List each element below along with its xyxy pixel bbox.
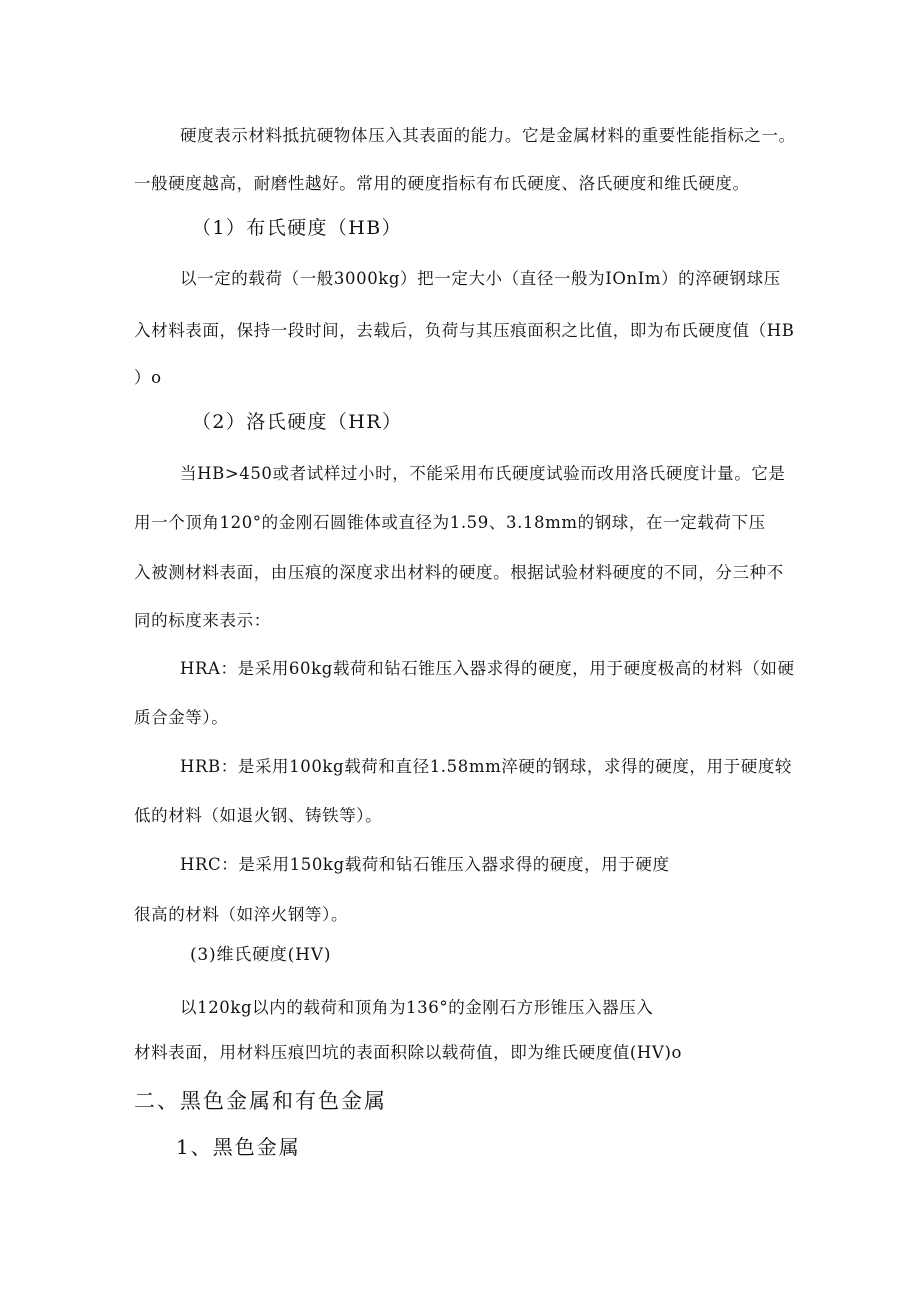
hrc-line-2: 很高的材料（如淬火钢等）。	[134, 905, 349, 924]
hra-line-1: HRA：是采用60kg载荷和钻石锥压入器求得的硬度，用于硬度极高的材料（如硬	[180, 659, 795, 678]
rockwell-paragraph-line-4: 同的标度来表示：	[134, 611, 271, 630]
brinell-paragraph-line-2: 入材料表面，保持一段时间，去载后，负荷与其压痕面积之比值，即为布氏硬度值（HB	[134, 321, 795, 340]
intro-paragraph-line-2: 一般硬度越高，耐磨性越好。常用的硬度指标有布氏硬度、洛氏硬度和维氏硬度。	[134, 174, 750, 193]
brinell-hardness-heading: （1）布氏硬度（HB）	[192, 217, 403, 239]
section-heading-ferrous-nonferrous: 二、黑色金属和有色金属	[134, 1089, 387, 1113]
brinell-paragraph-line-1: 以一定的载荷（一般3000kg）把一定大小（直径一般为IOnIm）的淬硬钢球压	[180, 269, 781, 288]
rockwell-paragraph-line-2: 用一个顶角120°的金刚石圆锥体或直径为1.59、3.18mm的钢球，在一定载荷下压	[134, 513, 766, 532]
hrb-line-1: HRB：是采用100kg载荷和直径1.58mm淬硬的钢球，求得的硬度，用于硬度较	[180, 757, 793, 776]
rockwell-hardness-heading: （2）洛氏硬度（HR）	[192, 411, 403, 433]
rockwell-paragraph-line-3: 入被测材料表面，由压痕的深度求出材料的硬度。根据试验材料硬度的不同，分三种不	[134, 563, 784, 582]
brinell-paragraph-line-3: ）o	[134, 368, 162, 387]
hrc-line-1: HRC：是采用150kg载荷和钻石锥压入器求得的硬度，用于硬度	[180, 855, 670, 874]
hra-line-2: 质合金等）。	[134, 708, 229, 727]
intro-paragraph-line-1: 硬度表示材料抵抗硬物体压入其表面的能力。它是金属材料的重要性能指标之一。	[180, 126, 796, 145]
sub-heading-ferrous-metals: 1、黑色金属	[176, 1135, 301, 1159]
hrb-line-2: 低的材料（如退火钢、铸铁等）。	[134, 806, 383, 825]
rockwell-paragraph-line-1: 当HB>450或者试样过小时，不能采用布氏硬度试验而改用洛氏硬度计量。它是	[180, 464, 786, 483]
vickers-paragraph-line-1: 以120kg以内的载荷和顶角为136°的金刚石方形锥压入器压入	[180, 998, 654, 1017]
vickers-paragraph-line-2: 材料表面，用材料压痕凹坑的表面积除以载荷值，即为维氏硬度值(HV)o	[134, 1043, 683, 1062]
vickers-hardness-heading: (3)维氏硬度(HV)	[190, 945, 332, 965]
